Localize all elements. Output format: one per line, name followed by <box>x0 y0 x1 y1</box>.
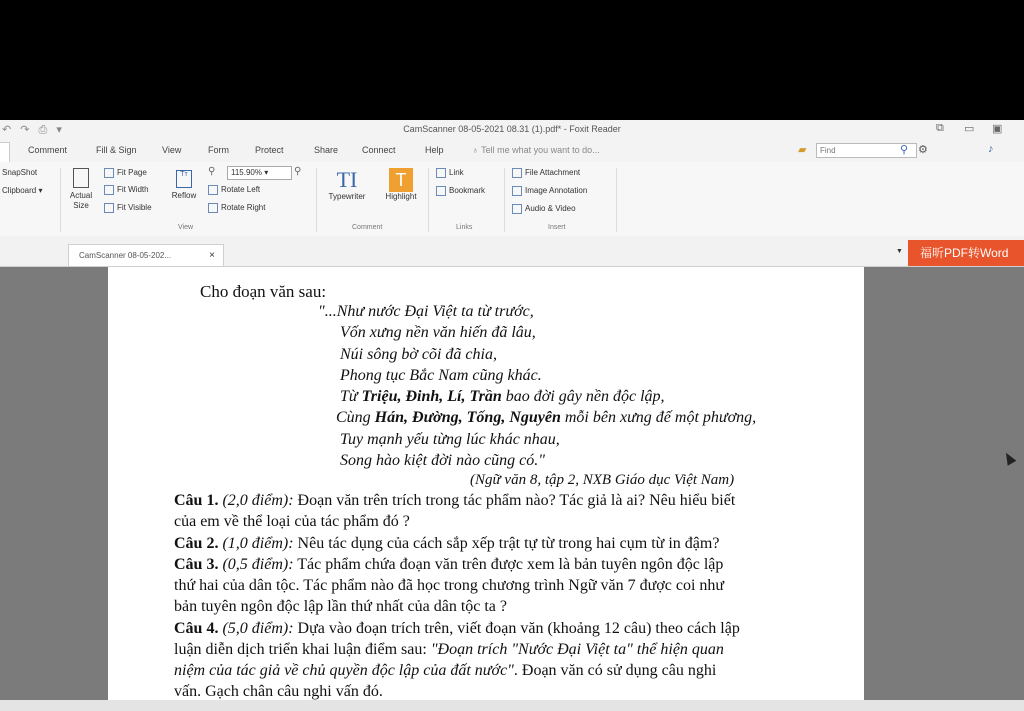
rotate-right-button[interactable] <box>208 203 265 213</box>
zoom-in-icon[interactable]: ⚲ <box>294 166 302 177</box>
pdf-page <box>108 267 864 711</box>
tab-share[interactable]: Share <box>314 145 339 155</box>
question-1-cont: của em về thể loại của tác phẩm đó ? <box>174 513 410 530</box>
fit-visible-button[interactable] <box>104 203 152 213</box>
highlight-button[interactable] <box>380 168 422 201</box>
question-label: Câu 1. <box>174 492 219 509</box>
question-1 <box>174 492 735 510</box>
question-points: (5,0 điểm): <box>222 620 294 637</box>
search-icon[interactable]: ⚲ <box>900 144 909 156</box>
image-annotation-button[interactable] <box>512 186 587 196</box>
question-3 <box>174 556 723 574</box>
poem-line: Phong tục Bắc Nam cũng khác. <box>340 367 542 384</box>
typewriter-button[interactable] <box>322 168 372 201</box>
snapshot-label: SnapShot <box>2 168 38 177</box>
group-label-insert: Insert <box>548 224 566 231</box>
intro-line: Cho đoạn văn sau: <box>200 282 327 301</box>
rotate-right-label: Rotate Right <box>221 203 266 213</box>
fit-width-icon <box>104 185 114 195</box>
fit-visible-label: Fit Visible <box>117 203 152 213</box>
menu-bar <box>0 140 1024 163</box>
tab-list-dropdown-icon[interactable]: ▼ <box>896 248 903 255</box>
source-citation: (Ngữ văn 8, tập 2, NXB Giáo dục Việt Nam) <box>470 472 735 488</box>
highlight-label: Highlight <box>385 192 417 201</box>
question-points: (0,5 điểm): <box>222 556 294 573</box>
tab-help[interactable]: Help <box>425 145 444 155</box>
promo-convert-button[interactable]: 福昕PDF转Word <box>908 240 1024 266</box>
bookmark-icon <box>436 186 446 196</box>
typewriter-icon: TI <box>336 167 358 192</box>
quick-access-toolbar[interactable]: ↶ ↷ ⎙ ▾ <box>2 124 65 136</box>
poem-text: mỗi bên xưng đế một phương, <box>560 409 757 426</box>
title-bar <box>0 120 1024 140</box>
ribbon-separator <box>428 168 429 232</box>
actual-size-button[interactable] <box>66 168 96 211</box>
question-text: luận diễn dịch triển khai luận điểm sau: <box>174 641 431 658</box>
find-input[interactable]: Find <box>816 143 917 158</box>
tab-form[interactable]: Form <box>208 145 229 155</box>
tab-comment[interactable]: Comment <box>28 145 68 155</box>
audio-video-label: Audio & Video <box>525 204 576 214</box>
question-4-cont <box>174 662 716 680</box>
group-label-links: Links <box>456 224 473 231</box>
ribbon <box>0 162 1024 237</box>
rotate-left-icon <box>208 185 218 195</box>
restore-icon[interactable]: ▣ <box>992 123 1003 135</box>
document-tab[interactable] <box>68 244 224 266</box>
folder-icon[interactable]: ▰ <box>798 144 807 156</box>
group-label-comment: Comment <box>352 224 383 231</box>
bookmark-button[interactable] <box>436 186 485 196</box>
tab-protect[interactable]: Protect <box>255 145 284 155</box>
question-4-cont: vấn. Gạch chân câu nghi vấn đó. <box>174 683 383 700</box>
link-label: Link <box>449 168 464 178</box>
poem-line <box>336 409 756 427</box>
question-label: Câu 2. <box>174 535 219 552</box>
zoom-value: 115.90% <box>231 168 262 177</box>
highlight-icon: T <box>389 168 413 192</box>
poem-line: Núi sông bờ cõi đã chia, <box>340 346 497 363</box>
fit-page-icon <box>104 168 114 178</box>
question-label: Câu 4. <box>174 620 219 637</box>
document-tab-label: CamScanner 08-05-202... <box>79 251 172 260</box>
poem-text: Từ <box>340 388 362 405</box>
bold-phrase: Triệu, Đinh, Lí, Trần <box>361 388 502 405</box>
page-icon <box>73 168 89 188</box>
tab-view[interactable]: View <box>162 145 182 155</box>
ribbon-separator <box>316 168 317 232</box>
tell-me-text: Tell me what you want to do... <box>481 145 600 155</box>
question-text: Dựa vào đoạn trích trên, viết đoạn văn (khoảng 12 câu) theo cách lập <box>293 620 740 637</box>
reflow-label: Reflow <box>171 191 197 200</box>
fit-page-button[interactable] <box>104 168 147 178</box>
paperclip-icon <box>512 168 522 178</box>
typewriter-label: Typewriter <box>328 192 366 201</box>
question-text: . Đoạn văn có sử dụng câu nghi <box>513 662 717 679</box>
document-tab-strip <box>0 236 1024 267</box>
poem-line: Song hào kiệt đời nào cũng có." <box>340 452 545 469</box>
fit-width-label: Fit Width <box>117 185 149 195</box>
question-4-cont <box>174 641 724 659</box>
question-text: Đoạn văn trên trích trong tác phẩm nào? Tác giả là ai? Nêu hiểu biết <box>293 492 736 509</box>
question-label: Câu 3. <box>174 556 219 573</box>
rotate-right-icon <box>208 203 218 213</box>
fit-visible-icon <box>104 203 114 213</box>
rotate-left-button[interactable] <box>208 185 260 195</box>
bold-phrase: Hán, Đường, Tống, Nguyên <box>374 409 561 426</box>
bell-icon[interactable]: ♪ <box>988 143 994 155</box>
question-points: (1,0 điểm): <box>222 535 294 552</box>
ribbon-separator <box>60 168 61 232</box>
question-text: Nêu tác dụng của cách sắp xếp trật tự từ trong hai cụm từ in đậm? <box>293 535 720 552</box>
poem-line: "...Như nước Đại Việt ta từ trước, <box>318 303 534 320</box>
black-letterbox-top <box>0 0 1024 120</box>
file-attachment-label: File Attachment <box>525 168 581 178</box>
bookmark-label: Bookmark <box>449 186 486 196</box>
close-tab-icon[interactable]: × <box>209 250 215 261</box>
zoom-out-icon[interactable]: ⚲ <box>208 166 216 177</box>
link-icon <box>436 168 446 178</box>
tab-fill-sign[interactable]: Fill & Sign <box>96 145 137 155</box>
question-2 <box>174 535 719 553</box>
quoted-claim: niệm của tác giả về chủ quyền độc lập của đất nước" <box>174 662 514 679</box>
question-3-cont: thứ hai của dân tộc. Tác phẩm nào đã học trong chương trình Ngữ văn 7 được coi như <box>174 577 725 594</box>
file-attachment-button[interactable] <box>512 168 580 178</box>
image-icon <box>512 186 522 196</box>
rotate-left-label: Rotate Left <box>221 185 261 195</box>
lightbulb-icon: ♁ <box>472 145 482 155</box>
snapshot-button[interactable] <box>2 168 37 177</box>
fit-width-button[interactable] <box>104 185 149 195</box>
ribbon-separator <box>504 168 505 232</box>
minimize-icon[interactable]: ▭ <box>964 123 975 135</box>
question-text: Tác phẩm chứa đoạn văn trên được xem là bản tuyên ngôn độc lập <box>293 556 724 573</box>
audio-video-button[interactable] <box>512 204 576 214</box>
ribbon-separator <box>616 168 617 232</box>
question-4 <box>174 620 740 638</box>
question-3-cont: bản tuyên ngôn độc lập lần thứ nhất của dân tộc ta ? <box>174 598 508 615</box>
tell-me-search[interactable] <box>472 145 600 155</box>
group-label-view: View <box>178 224 194 231</box>
poem-text: Cùng <box>336 409 375 426</box>
zoom-input[interactable]: 115.90% ▾ <box>227 166 292 180</box>
image-annotation-label: Image Annotation <box>525 186 588 196</box>
reflow-button[interactable] <box>167 170 201 200</box>
poem-line <box>340 388 665 406</box>
clipboard-label: Clipboard <box>2 186 37 195</box>
question-points: (2,0 điểm): <box>222 492 294 509</box>
ribbon-options-icon[interactable]: ⧉ <box>936 122 944 134</box>
video-icon <box>512 204 522 214</box>
poem-text: bao đời gây nền độc lập, <box>501 388 665 405</box>
clipboard-button[interactable]: Clipboard ▾ <box>2 186 43 195</box>
poem-line: Vốn xưng nền văn hiến đã lâu, <box>340 324 536 341</box>
status-bar <box>0 700 1024 711</box>
window-title: CamScanner 08-05-2021 08.31 (1).pdf* - Foxit Reader <box>403 124 621 134</box>
quoted-claim: "Đoạn trích "Nước Đại Việt ta" thể hiện quan <box>430 641 724 658</box>
link-button[interactable] <box>436 168 464 178</box>
poem-line: Tuy mạnh yếu từng lúc khác nhau, <box>340 431 560 448</box>
reflow-icon: Tт <box>176 170 192 188</box>
fit-page-label: Fit Page <box>117 168 147 178</box>
gear-icon[interactable]: ⚙ <box>918 144 928 156</box>
tab-connect[interactable]: Connect <box>362 145 396 155</box>
actual-size-label: Actual Size <box>69 191 93 210</box>
